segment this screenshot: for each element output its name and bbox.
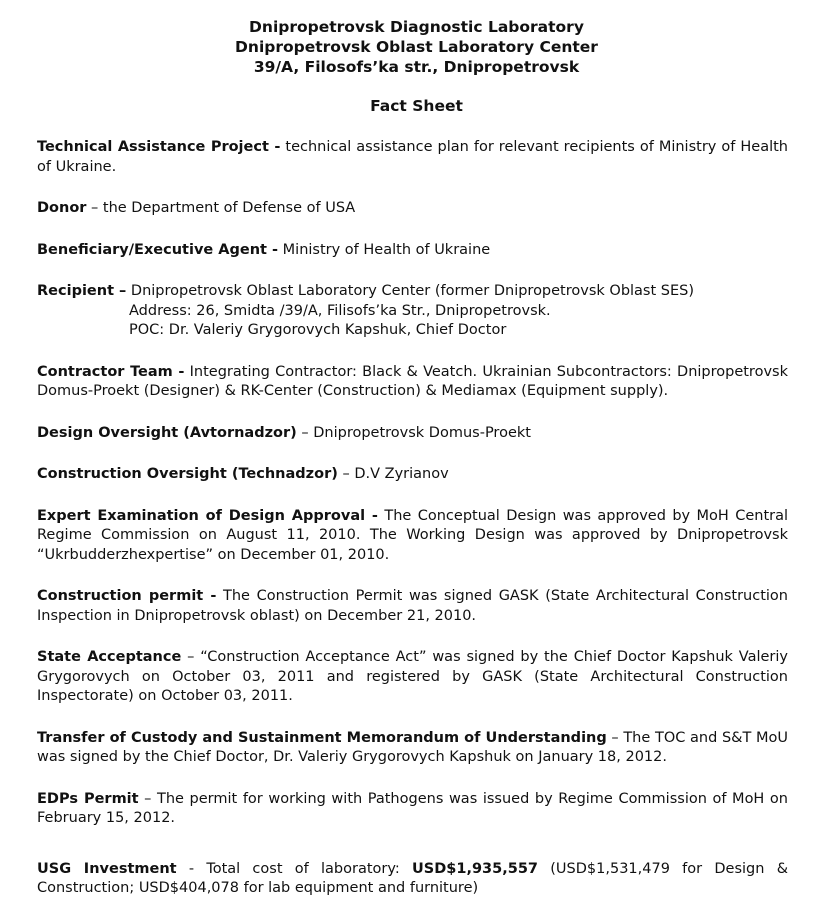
section-label: Construction Oversight (Technadzor) bbox=[37, 466, 338, 482]
section-text: - Total cost of laboratory: bbox=[176, 860, 413, 877]
section-label: Transfer of Custody and Sustainment Memorandum of Understanding bbox=[37, 729, 607, 746]
section-beneficiary bbox=[37, 241, 788, 261]
section-text: – The TOC and S&T MoU was signed by the Chief Doctor, Dr. Valeriy Grygorovych Kapshuk on January 18, 2012. bbox=[37, 729, 788, 765]
header-lab-name: Dnipropetrovsk Diagnostic Laboratory bbox=[249, 18, 584, 36]
section-text: Integrating Contractor: Black & Veatch. Ukrainian Subcontractors: Dnipropetrovsk Domus-Proekt (Designer) & RK-Center (Construction) & Mediamax (Equipment supply). bbox=[37, 363, 788, 399]
section-label: USG Investment bbox=[37, 860, 177, 877]
recipient-poc: POC: Dr. Valeriy Grygorovych Kapshuk, Chief Doctor bbox=[129, 322, 507, 338]
section-construction-oversight bbox=[37, 465, 788, 485]
section-state-acceptance bbox=[37, 648, 788, 707]
header-address: 39/A, Filosofs’ka str., Dnipropetrovsk bbox=[253, 58, 580, 76]
section-label: State Acceptance bbox=[37, 649, 182, 665]
section-text: – the Department of Defense of USA bbox=[86, 200, 356, 216]
section-label: Construction permit - bbox=[37, 588, 217, 604]
section-label: Expert Examination of Design Approval - bbox=[37, 507, 378, 524]
recipient-address: Address: 26, Smidta /39/A, Filisofs’ka Str., Dnipropetrovsk. bbox=[129, 302, 551, 319]
section-label: Donor bbox=[37, 200, 87, 216]
section-text: The Conceptual Design was approved by MoH Central Regime Commission on August 11, 2010. The Working Design was approved by Dnipropetrovsk “Ukrbudderzhexpertise” on December 01, 2010. bbox=[37, 507, 788, 563]
total-cost-value: USD$1,935,557 bbox=[412, 860, 539, 877]
header-center-name: Dnipropetrovsk Oblast Laboratory Center bbox=[235, 38, 598, 56]
section-edps-permit bbox=[37, 790, 788, 829]
section-text: Ministry of Health of Ukraine bbox=[278, 241, 491, 258]
section-technical-assistance bbox=[37, 138, 788, 177]
cost-breakdown-text: (USD$1,531,479 for Design & Construction; USD$404,078 for lab equipment and furniture) bbox=[37, 860, 788, 896]
section-label: Technical Assistance Project - bbox=[37, 139, 281, 155]
section-transfer-of-custody bbox=[37, 729, 788, 768]
section-construction-permit bbox=[37, 587, 788, 626]
section-usg-investment bbox=[37, 860, 788, 899]
section-text: – D.V Zyrianov bbox=[337, 466, 449, 482]
section-donor bbox=[37, 199, 788, 219]
section-text: technical assistance plan for relevant recipients of Ministry of Health of Ukraine. bbox=[37, 139, 788, 175]
section-design-oversight bbox=[37, 424, 788, 444]
document-header bbox=[37, 17, 788, 77]
section-contractor-team bbox=[37, 363, 788, 402]
section-text: – Dnipropetrovsk Domus-Proekt bbox=[296, 424, 531, 441]
page-title: Fact Sheet bbox=[370, 97, 463, 115]
section-label: Contractor Team - bbox=[37, 363, 185, 380]
section-label: Beneficiary/Executive Agent - bbox=[37, 241, 279, 258]
section-expert-examination bbox=[37, 507, 788, 566]
section-text: The Construction Permit was signed GASK (State Architectural Construction Inspection in Dnipropetrovsk oblast) on December 21, 2010. bbox=[37, 588, 788, 624]
section-text: Dnipropetrovsk Oblast Laboratory Center (former Dnipropetrovsk Oblast SES) bbox=[126, 283, 695, 299]
section-text: – The permit for working with Pathogens was issued by Regime Commission of MoH on February 15, 2012. bbox=[37, 790, 788, 826]
section-label: EDPs Permit bbox=[37, 790, 139, 807]
section-label: Design Oversight (Avtornadzor) bbox=[37, 424, 297, 441]
section-text: – “Construction Acceptance Act” was signed by the Chief Doctor Kapshuk Valeriy Grygorovych on October 03, 2011 and registered by GASK (State Architectural Construction Inspectorate) on October 03, 2011. bbox=[37, 649, 788, 704]
section-label: Recipient – bbox=[37, 283, 127, 299]
section-recipient bbox=[37, 282, 788, 341]
